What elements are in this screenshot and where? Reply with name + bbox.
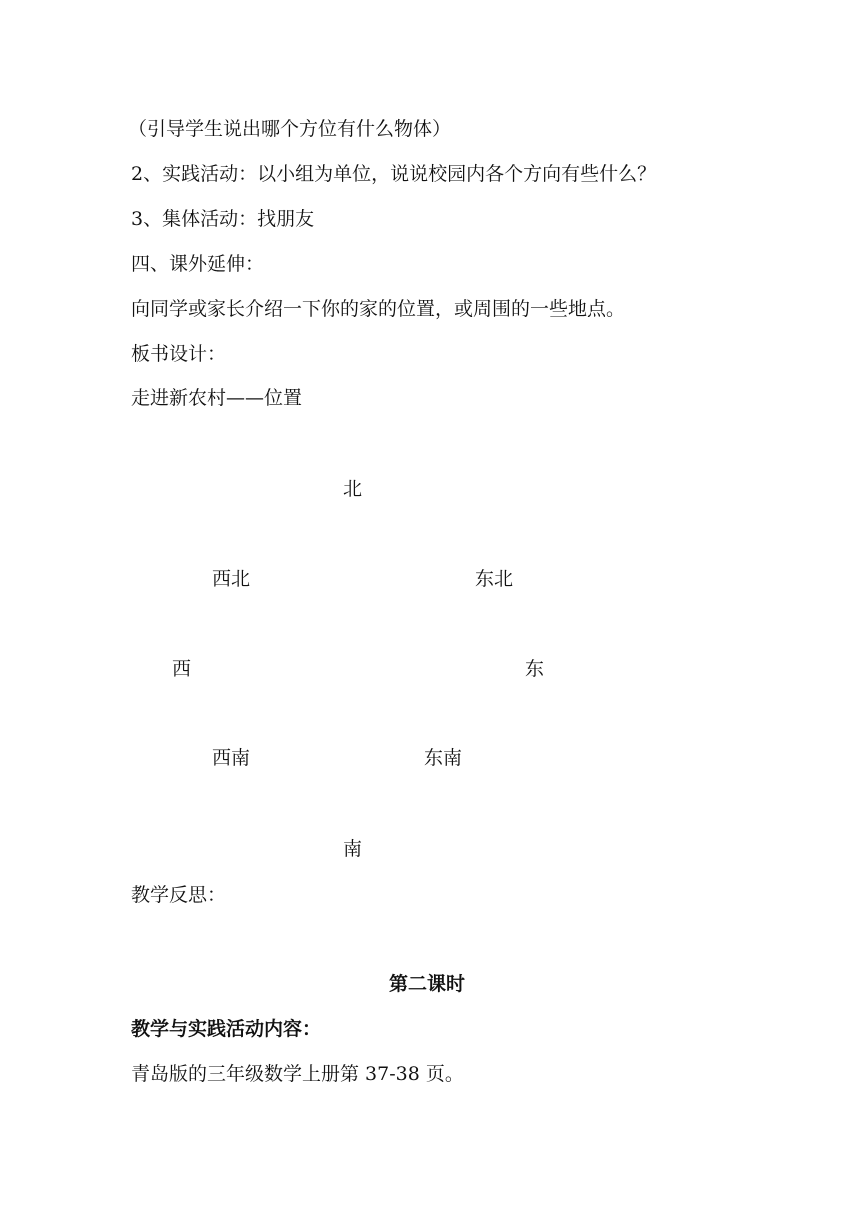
extension-text: 向同学或家长介绍一下你的家的位置，或周围的一些地点。	[131, 298, 626, 320]
compass-southeast: 东南	[424, 747, 463, 769]
compass-southwest: 西南	[212, 747, 251, 769]
lesson-title: 第二课时	[389, 973, 466, 995]
extension-heading: 四、课外延伸：	[131, 253, 265, 275]
compass-west: 西	[172, 658, 192, 680]
guide-note: （引导学生说出哪个方位有什么物体）	[128, 118, 452, 140]
compass-south: 南	[343, 838, 363, 860]
board-design-label: 板书设计：	[131, 343, 227, 365]
board-title: 走进新农村——位置	[131, 387, 303, 409]
compass-northeast: 东北	[475, 568, 514, 590]
compass-east: 东	[525, 658, 545, 680]
group-activity: 3、集体活动：找朋友	[131, 208, 315, 230]
content-text: 青岛版的三年级数学上册第 37-38 页。	[131, 1063, 464, 1085]
reflection-label: 教学反思：	[131, 884, 227, 906]
compass-northwest: 西北	[212, 568, 251, 590]
content-heading: 教学与实践活动内容：	[131, 1018, 322, 1040]
practice-activity: 2、实践活动：以小组为单位，说说校园内各个方向有些什么？	[131, 163, 657, 185]
compass-north: 北	[343, 478, 363, 500]
